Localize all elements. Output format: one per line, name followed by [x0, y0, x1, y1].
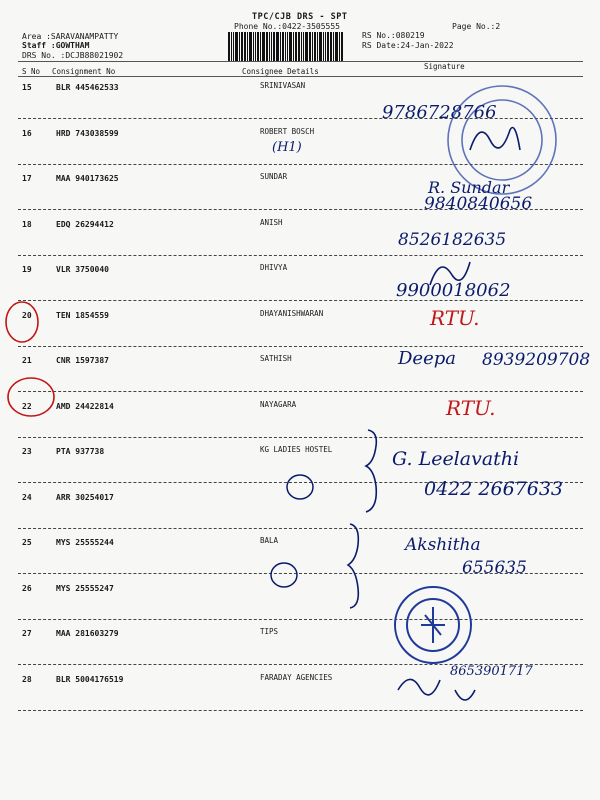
- row-consignment-number: VLR 3750040: [56, 265, 109, 274]
- barcode-bar: [317, 32, 318, 62]
- red-circle-20: [6, 302, 38, 342]
- row-serial-number: 21: [22, 356, 32, 365]
- row-serial-number: 28: [22, 674, 32, 684]
- barcode-bar: [273, 32, 275, 62]
- row-consignment-number: MAA 940173625: [56, 174, 119, 183]
- barcode-bar: [233, 32, 234, 62]
- barcode-bar: [255, 32, 256, 62]
- row-consignee-name: FARADAY AGENCIES: [260, 672, 333, 682]
- handwritten-phone-18: 8526182635: [398, 230, 507, 250]
- row-divider: [18, 619, 583, 620]
- barcode-bar: [287, 32, 288, 62]
- row-consignment-number: BLR 5004176519: [56, 674, 124, 684]
- handwritten-name-25: Akshitha: [405, 535, 481, 555]
- barcode-bar: [239, 32, 240, 62]
- row-consignment-number: EDQ 26294412: [56, 219, 114, 229]
- row-serial-number: 25: [22, 538, 32, 547]
- row-divider: [18, 437, 583, 438]
- barcode-bar: [231, 32, 232, 62]
- row-consignment-number: AMD 24422814: [56, 401, 114, 411]
- barcode-bar: [271, 32, 272, 62]
- row-serial-number: 22: [22, 401, 32, 411]
- row-consignee-name: BALA: [260, 536, 279, 545]
- barcode-bar: [260, 32, 261, 62]
- row-consignee-name: DHAYANISHWARAN: [260, 308, 324, 318]
- barcode-bar: [282, 32, 284, 62]
- handwritten-phone-15: 9786728766: [382, 102, 497, 123]
- row-consignment-number: HRD 743038599: [56, 128, 119, 138]
- row-serial-number: 17: [22, 174, 32, 183]
- col-header-sno: S No: [22, 67, 41, 76]
- row-divider: [18, 118, 583, 119]
- col-header-consignee: Consignee Details: [242, 67, 319, 76]
- barcode-bar: [276, 32, 279, 62]
- row-consignee-name: ANISH: [260, 217, 283, 227]
- rs-date: RS Date:24-Jan-2022: [362, 41, 454, 50]
- signature-scribble-28: [398, 679, 475, 700]
- row-consignment-number: ARR 30254017: [56, 492, 114, 502]
- rs-number: RS No.:080219: [362, 31, 425, 40]
- row-consignee-name: SUNDAR: [260, 172, 288, 181]
- handwritten-phone-26: 655635: [462, 558, 527, 578]
- row-consignment-number: PTA 937738: [56, 447, 105, 456]
- barcode-bar: [235, 32, 238, 62]
- barcode-bar: [327, 32, 329, 62]
- row-serial-number: 23: [22, 447, 32, 456]
- barcode-bar: [303, 32, 304, 62]
- barcode-bar: [335, 32, 338, 62]
- row-serial-number: 26: [22, 583, 32, 593]
- barcode-bar: [314, 32, 316, 62]
- drs-number: DRS No. :DCJB88021902: [22, 51, 124, 60]
- barcode-bar: [305, 32, 308, 62]
- row-divider: [18, 164, 583, 165]
- sheet-title: TPC/CJB DRS - SPT: [252, 12, 348, 22]
- handwritten-phone-21: 8939209708: [482, 350, 591, 370]
- barcode-bar: [289, 32, 292, 62]
- row-serial-number: 18: [22, 219, 32, 229]
- row-consignment-number: MAA 281603279: [56, 629, 119, 638]
- barcode-bar: [269, 32, 270, 62]
- page-number: Page No.:2: [452, 22, 501, 31]
- row-consignee-name: TIPS: [260, 627, 279, 636]
- circle-mark-24: [287, 475, 313, 499]
- barcode: [228, 32, 353, 62]
- header-top-rule: [18, 61, 583, 62]
- row-serial-number: 24: [22, 492, 32, 502]
- row-serial-number: 16: [22, 128, 32, 138]
- row-consignment-number: MYS 25555247: [56, 583, 114, 593]
- barcode-bar: [244, 32, 246, 62]
- barcode-bar: [301, 32, 302, 62]
- brace-25-26: [348, 524, 358, 608]
- circle-mark-26: [271, 563, 297, 587]
- row-consignment-number: BLR 445462533: [56, 83, 119, 92]
- row-consignee-name: SATHISH: [260, 354, 292, 363]
- header-bottom-rule: [18, 76, 583, 77]
- row-divider: [18, 255, 583, 256]
- handwritten-rtu-22: RTU.: [446, 396, 496, 420]
- phone-number: Phone No.:0422-3505555: [234, 22, 340, 31]
- staff-label: Staff :GOWTHAM: [22, 41, 90, 50]
- handwritten-mark-16: (H1): [272, 140, 302, 155]
- handwritten-rtu-20: RTU.: [430, 306, 480, 330]
- barcode-bar: [298, 32, 300, 62]
- row-serial-number: 19: [22, 265, 32, 274]
- row-consignment-number: CNR 1597387: [56, 356, 109, 365]
- row-consignee-name: SRINIVASAN: [260, 81, 306, 90]
- row-consignment-number: MYS 25555244: [56, 538, 114, 547]
- row-serial-number: 15: [22, 83, 32, 92]
- barcode-bar: [257, 32, 259, 62]
- school-stamp: [395, 587, 471, 663]
- barcode-bar: [241, 32, 243, 62]
- handwritten-phone-28: 8653901717: [450, 664, 533, 679]
- barcode-bar: [341, 32, 343, 62]
- row-consignee-name: NAYAGARA: [260, 399, 297, 409]
- barcode-bar: [323, 32, 324, 62]
- row-consignee-name: ROBERT BOSCH: [260, 126, 315, 136]
- barcode-bar: [293, 32, 294, 62]
- barcode-bar: [285, 32, 286, 62]
- handwritten-name-23: G. Leelavathi: [392, 448, 520, 470]
- barcode-bar: [339, 32, 340, 62]
- row-serial-number: 27: [22, 629, 32, 638]
- barcode-bar: [319, 32, 322, 62]
- signature-scribble-16: [470, 128, 520, 151]
- row-divider: [18, 346, 583, 347]
- row-consignee-name: DHIVYA: [260, 263, 288, 272]
- barcode-bar: [249, 32, 252, 62]
- handwritten-phone-24: 0422 2667633: [424, 478, 564, 500]
- row-serial-number: 20: [22, 310, 32, 320]
- barcode-bar: [262, 32, 265, 62]
- barcode-bar: [253, 32, 254, 62]
- barcode-bar: [330, 32, 332, 62]
- barcode-bar: [280, 32, 281, 62]
- barcode-bar: [309, 32, 311, 62]
- area-label: Area :SARAVANAMPATTY: [22, 32, 119, 41]
- row-divider: [18, 710, 583, 711]
- barcode-bar: [295, 32, 297, 62]
- handwritten-name-21: Deepa: [398, 348, 456, 369]
- handwritten-phone-19: 9900018062: [396, 280, 511, 301]
- handwritten-phone-17: 9840840656: [424, 194, 533, 214]
- col-header-consignment: Consignment No: [52, 67, 116, 76]
- brace-23-24: [366, 430, 376, 512]
- col-header-signature: Signature: [424, 62, 465, 71]
- handwritten-name-17: R. Sundar: [428, 178, 510, 197]
- barcode-bar: [333, 32, 334, 62]
- row-consignment-number: TEN 1854559: [56, 310, 109, 320]
- barcode-bar: [325, 32, 326, 62]
- row-divider: [18, 391, 583, 392]
- barcode-bar: [228, 32, 230, 62]
- barcode-bar: [312, 32, 313, 62]
- barcode-bar: [247, 32, 248, 62]
- barcode-bar: [266, 32, 268, 62]
- row-consignee-name: KG LADIES HOSTEL: [260, 445, 333, 454]
- row-divider: [18, 528, 583, 529]
